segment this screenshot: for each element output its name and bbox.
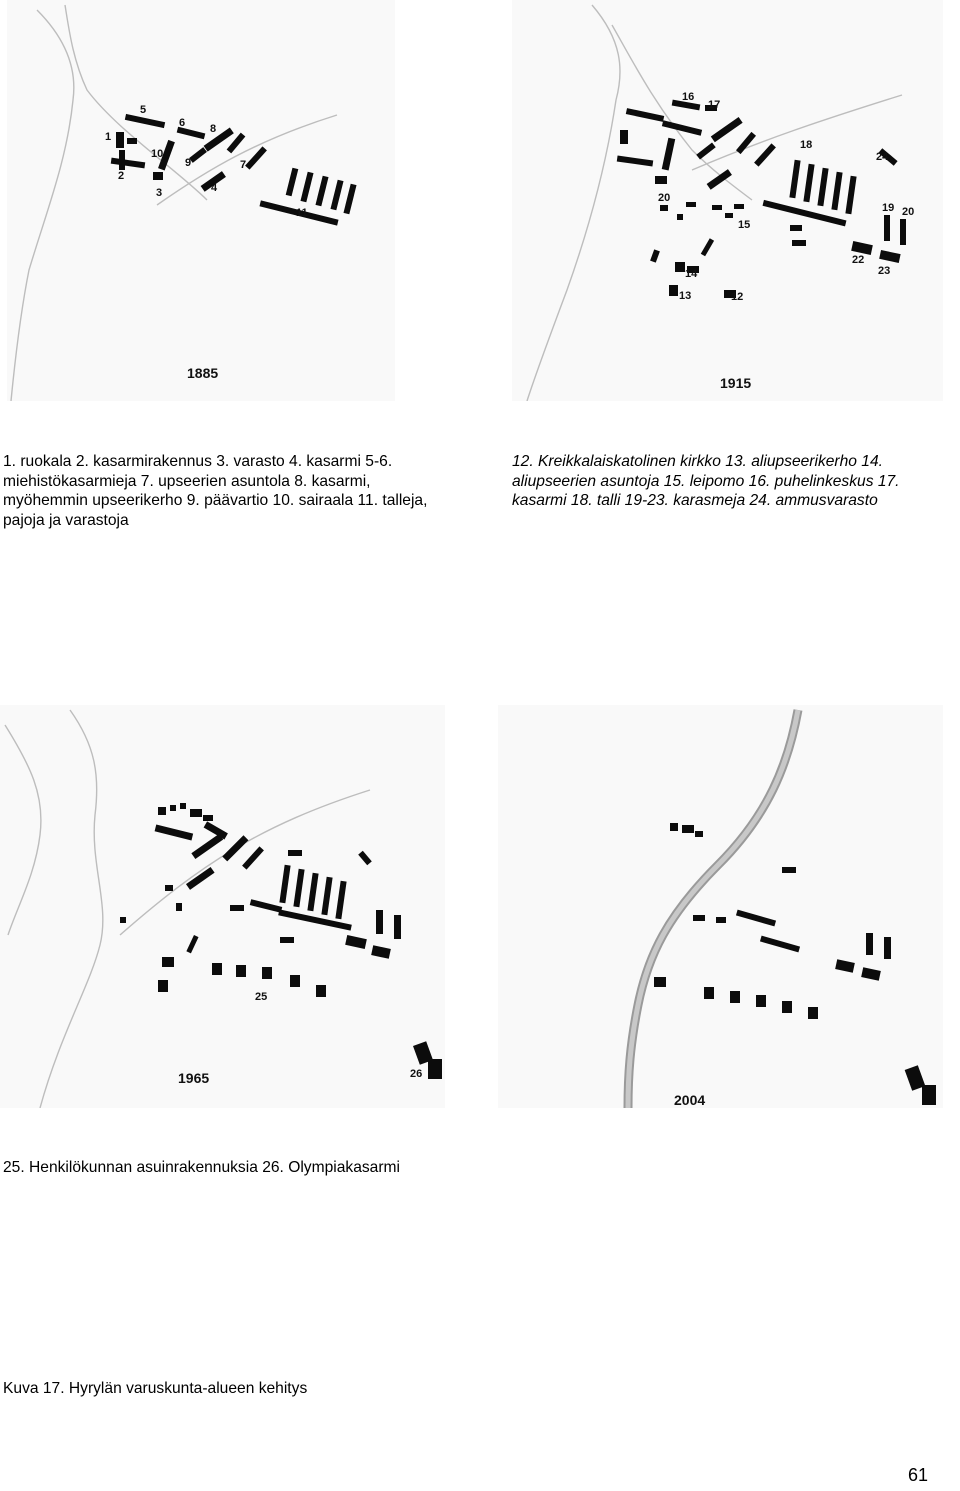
- map-2004: [498, 705, 943, 1108]
- year-label: 1965: [178, 1070, 210, 1086]
- map-1885-drawing: [7, 0, 395, 401]
- building-label: 19: [882, 202, 895, 214]
- building-label: 10: [151, 148, 164, 160]
- building-label: 2: [118, 170, 125, 182]
- page-number: 61: [908, 1465, 929, 1485]
- building-label: 25: [255, 991, 268, 1003]
- building-label: 6: [179, 117, 186, 129]
- map-1965-drawing: [0, 705, 445, 1108]
- buildings: [120, 803, 442, 1079]
- main-road-fill: [628, 710, 798, 1108]
- building-label: 17: [708, 99, 721, 111]
- building-label: 3: [156, 187, 163, 199]
- building-label: 12: [731, 291, 744, 303]
- map-1965: [0, 705, 445, 1108]
- map-1915-drawing: [512, 0, 943, 401]
- legend-caption-1965: 25. Henkilökunnan asuinrakennuksia 26. Olympiakasarmi: [3, 1159, 400, 1176]
- building-label: 11: [296, 207, 308, 219]
- road: [11, 10, 74, 401]
- building-label: 7: [240, 159, 247, 171]
- map-1915: [512, 0, 943, 401]
- buildings: [654, 823, 936, 1105]
- building-label: 14: [685, 268, 698, 280]
- legend-caption-1915: 12. Kreikkalaiskatolinen kirkko 13. aliupseerikerho 14. aliupseerien asuntoja 15. leipomo 16. puhelinkeskus 17. kasarmi 18. talli 19-23. karasmeja 24. ammusvarasto: [512, 453, 900, 509]
- road: [65, 5, 207, 200]
- building-label: 15: [738, 219, 751, 231]
- building-label: 8: [210, 123, 217, 135]
- building-label: 1: [105, 131, 112, 143]
- road: [5, 725, 41, 935]
- buildings: [111, 114, 357, 226]
- main-road: [628, 710, 798, 1108]
- building-label: 5: [140, 104, 147, 116]
- building-label: 18: [800, 139, 813, 151]
- building-label: 24: [876, 151, 889, 163]
- figure-caption: Kuva 17. Hyrylän varuskunta-alueen kehitys: [3, 1380, 308, 1397]
- building-labels: [255, 991, 422, 1080]
- legend-caption-1885: 1. ruokala 2. kasarmirakennus 3. varasto 4. kasarmi 5-6. miehistökasarmieja 7. upseerien asuntola 8. kasarmi, myöhemmin upseerikerho 9. päävartio 10. sairaala 11. talleja, pajoja ja varastoja: [3, 453, 428, 529]
- year-label: 1885: [187, 365, 219, 381]
- map-1885: [7, 0, 395, 401]
- building-label: 20: [658, 192, 671, 204]
- year-label: 2004: [674, 1092, 706, 1108]
- building-label: 23: [878, 265, 891, 277]
- road: [40, 710, 103, 1108]
- building-label: 16: [682, 91, 695, 103]
- year-label: 1915: [720, 375, 752, 391]
- building-label: 26: [410, 1068, 423, 1080]
- building-labels: [658, 91, 914, 303]
- road: [527, 5, 620, 401]
- building-label: 13: [679, 290, 692, 302]
- map-2004-drawing: [498, 705, 943, 1108]
- building-label: 22: [852, 254, 865, 266]
- building-label: 9: [185, 157, 192, 169]
- building-label: 4: [211, 182, 218, 194]
- building-label: 20: [902, 206, 915, 218]
